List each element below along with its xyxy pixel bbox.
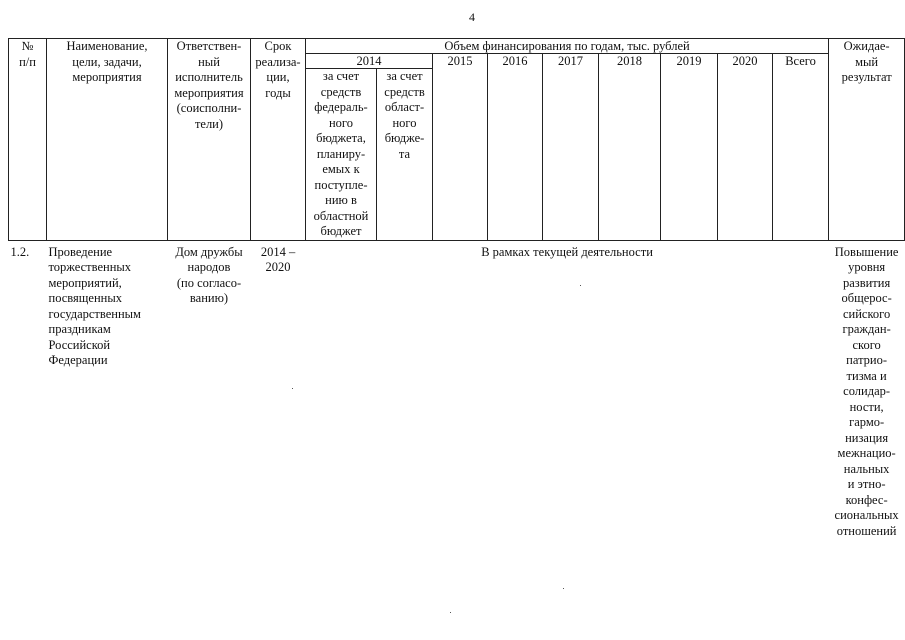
header-year-2017: 2017: [543, 54, 599, 241]
page-number: 4: [469, 10, 475, 24]
program-table: [8, 38, 905, 539]
scan-speck: [292, 388, 293, 389]
header-result: Ожидае- мый результат: [829, 39, 905, 241]
header-name: Наименование, цели, задачи, мероприятия: [47, 39, 168, 241]
header-year-2020: 2020: [718, 54, 773, 241]
header-year-2018: 2018: [599, 54, 661, 241]
header-year-2014: 2014: [306, 54, 433, 69]
header-row-1: [9, 39, 905, 54]
row-name: Проведение торжественных мероприятий, посвященных государственным праздникам Российской Федерации: [48, 244, 141, 367]
scan-speck: [450, 612, 451, 613]
header-total: Всего: [773, 54, 829, 241]
header-2014-federal: за счет средств федераль- ного бюджета, планиру- емых к поступле- нию в областной бюджет: [306, 69, 377, 241]
header-funding: Объем финансирования по годам, тыс. рублей: [306, 39, 829, 54]
row-term: 2014 – 2020: [260, 244, 296, 274]
row-result: Повышение уровня развития общерос- сийского граждан- ского патрио- тизма и солидар- ности, гармо- низация межнацио- нальных и этно- конфес- сиональных отношений: [834, 244, 899, 538]
header-responsible: Ответствен- ный исполнитель мероприятия (соисполни- тели): [168, 39, 251, 241]
row-number: 1.2.: [10, 244, 30, 259]
row-responsible: Дом дружбы народов (по согласо- ванию): [175, 244, 243, 305]
table-row: [9, 240, 905, 539]
row-funding: В рамках текущей деятельности: [481, 244, 653, 259]
header-num: № п/п: [9, 39, 47, 241]
header-term: Срок реализа- ции, годы: [251, 39, 306, 241]
header-year-2016: 2016: [488, 54, 543, 241]
header-year-2015: 2015: [433, 54, 488, 241]
scan-speck: [563, 588, 564, 589]
header-2014-regional: за счет средств област- ного бюдже- та: [377, 69, 433, 241]
scan-speck: [580, 285, 581, 286]
header-year-2019: 2019: [661, 54, 718, 241]
program-table-wrapper: [8, 38, 905, 539]
